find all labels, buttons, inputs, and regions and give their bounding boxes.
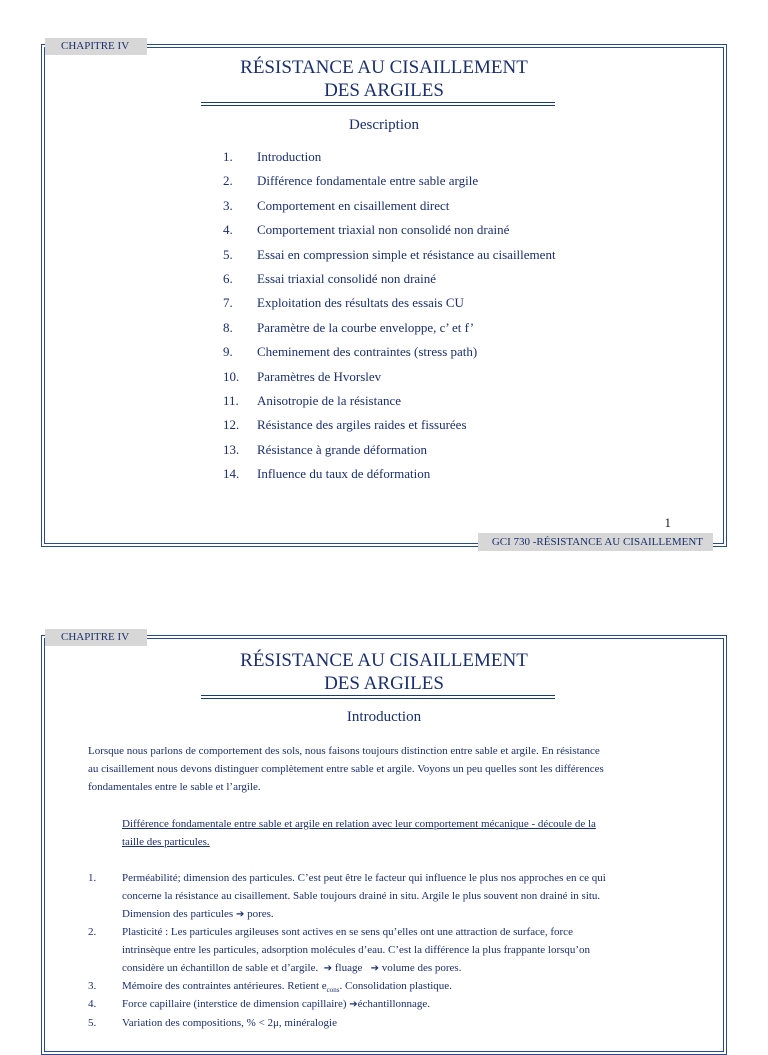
title-rule: [201, 698, 555, 699]
toc-number: 8.: [223, 319, 233, 335]
list-line: [122, 959, 590, 978]
chapter-label: CHAPITRE IV: [45, 38, 147, 55]
course-footer: GCI 730 -RÉSISTANCE AU CISAILLEMENT: [478, 533, 713, 551]
toc-number: 12.: [223, 417, 240, 433]
toc-label: Essai triaxial consolidé non drainé: [257, 271, 437, 286]
list-number: 5.: [88, 1017, 97, 1029]
list-item: [122, 869, 606, 924]
chapter-label: CHAPITRE IV: [45, 629, 147, 646]
list-number: 4.: [88, 998, 97, 1010]
toc-number: 11.: [223, 393, 239, 408]
list-line: Plasticité : Les particules argileuses sont actives en se sens qu’elles ont une attraction de surface, force: [122, 926, 573, 938]
title-rule: [201, 102, 555, 103]
title-line-2: DES ARGILES: [324, 80, 444, 101]
toc-number: 14.: [223, 466, 240, 482]
list-text: Dimension des particules: [122, 908, 234, 920]
toc-label: Résistance à grande déformation: [257, 441, 428, 457]
toc-label: Paramètre de la courbe enveloppe, c’ et f’: [257, 319, 475, 335]
list-number: 1.: [88, 872, 97, 884]
heading-line: Différence fondamentale entre sable et argile en relation avec leur comportement mécanique - découle de la: [122, 818, 596, 830]
list-line: [122, 905, 606, 924]
toc-label: Anisotropie de la résistance: [257, 393, 402, 408]
title-rule: [201, 105, 555, 106]
toc-number: 1.: [223, 149, 233, 164]
slide-2: [41, 631, 727, 1055]
toc-number: 5.: [223, 246, 233, 262]
toc-number: 6.: [223, 271, 233, 286]
toc-number: 13.: [223, 441, 240, 457]
list-text: pores.: [247, 908, 274, 920]
list-text: considère un échantillon de sable et d’argile.: [122, 962, 319, 974]
toc-number: 4.: [223, 222, 233, 238]
title-rule: [201, 695, 555, 696]
slide-title: [41, 56, 727, 102]
list-line: concerne la résistance au cisaillement. Sable toujours drainé in situ. Argile le plus souvent non drainé in situ.: [122, 890, 601, 902]
list-text: Force capillaire (interstice de dimension capillaire): [122, 998, 347, 1010]
section-heading: [122, 815, 596, 851]
arrow-right-icon: ➔: [349, 999, 358, 1010]
section-subtitle: Introduction: [346, 709, 422, 725]
list-number: 3.: [88, 980, 97, 992]
intro-paragraph: [88, 742, 604, 796]
slide-1: [41, 40, 727, 548]
title-line-2: DES ARGILES: [324, 673, 444, 694]
toc-label: Résistance des argiles raides et fissurées: [257, 417, 467, 433]
toc-number: 7.: [223, 295, 233, 311]
list-text: volume des pores.: [381, 962, 462, 974]
list-text: . Consolidation plastique.: [339, 980, 452, 992]
toc-label: Paramètres de Hvorslev: [257, 368, 382, 384]
toc-label: Comportement en cisaillement direct: [257, 197, 450, 213]
list-number: 2.: [88, 926, 97, 938]
list-text: fluage: [334, 962, 363, 974]
toc-label: Essai en compression simple et résistance au cisaillement: [257, 246, 556, 262]
heading-line: taille des particules.: [122, 836, 210, 848]
list-text: échantillonnage.: [357, 998, 431, 1010]
toc-label: Introduction: [257, 149, 322, 164]
toc-label: Comportement triaxial non consolidé non drainé: [257, 222, 510, 238]
list-line: Perméabilité; dimension des particules. C’est peut être le facteur qui influence le plus nos approches en ce qui: [122, 872, 606, 884]
section-subtitle: Description: [349, 117, 419, 133]
title-line-1: RÉSISTANCE AU CISAILLEMENT: [240, 57, 528, 78]
page-number: 1: [664, 515, 671, 530]
toc-number: 9.: [223, 344, 233, 360]
slide-title: [41, 649, 727, 695]
toc-number: 3.: [223, 197, 233, 213]
list-item: [122, 995, 430, 1014]
toc-number: 10.: [223, 368, 240, 384]
intro-line: fondamentales entre le sable et l’argile.: [88, 781, 261, 793]
subscript: cons: [326, 986, 340, 995]
list-item: [122, 923, 590, 978]
arrow-right-icon: ➔: [235, 909, 245, 920]
toc-number: 2.: [223, 173, 233, 189]
list-text: Mémoire des contraintes antérieures. Retient e: [122, 980, 327, 992]
intro-line: au cisaillement nous devons distinguer complètement entre sable et argile. Voyons un peu quelles sont les différences: [88, 763, 604, 775]
toc-label: Cheminement des contraintes (stress path): [257, 344, 478, 360]
arrow-right-icon: ➔: [370, 963, 379, 974]
intro-line: Lorsque nous parlons de comportement des sols, nous faisons toujours distinction entre sable et argile. En résistance: [88, 745, 600, 757]
arrow-right-icon: ➔: [323, 963, 333, 974]
toc-label: Exploitation des résultats des essais CU: [257, 295, 464, 311]
list-item: Variation des compositions, % < 2μ, minéralogie: [122, 1017, 337, 1029]
toc-label: Différence fondamentale entre sable argile: [257, 173, 479, 189]
list-line: intrinsèque entre les particules, adsorption molécules d’eau. C’est la différence la plus frappante lorsqu’on: [122, 944, 591, 956]
title-line-1: RÉSISTANCE AU CISAILLEMENT: [240, 650, 528, 671]
toc-label: Influence du taux de déformation: [257, 466, 431, 482]
